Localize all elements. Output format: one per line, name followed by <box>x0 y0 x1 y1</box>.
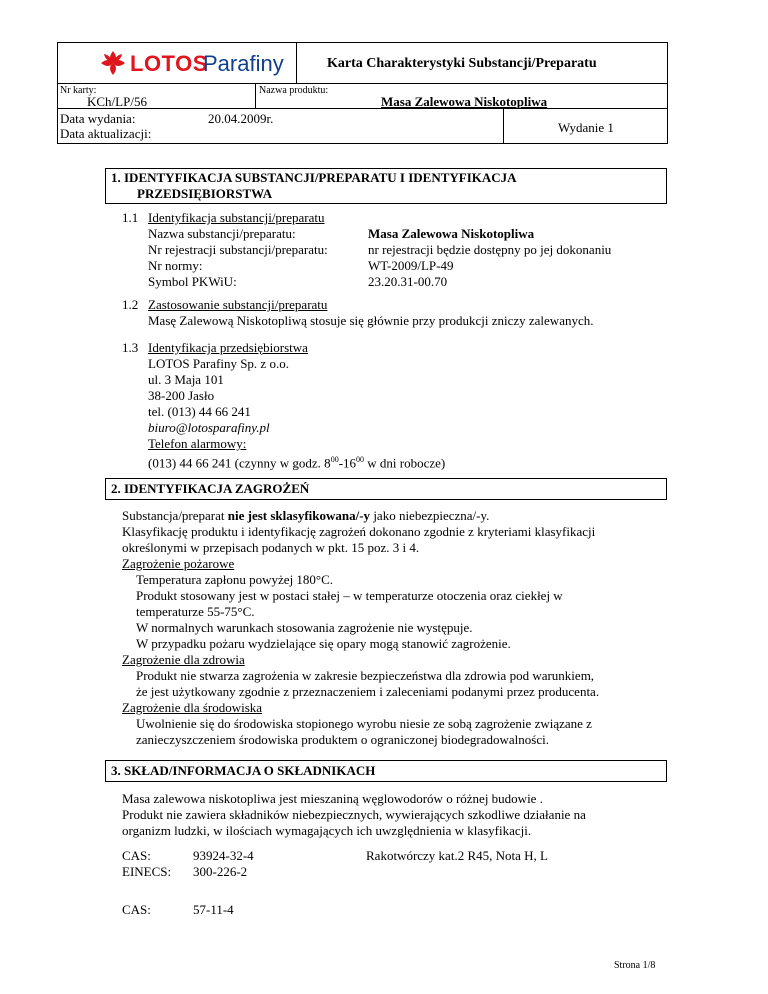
fire-hazard-flashpoint: Temperatura zapłonu powyżej 180°C. <box>136 572 334 587</box>
alarm-sup-end: 00 <box>356 455 365 464</box>
section-2-body <box>122 508 668 748</box>
cas-number-2: 57-11-4 <box>193 902 234 917</box>
label-substance-name: Nazwa substancji/preparatu: <box>148 226 296 241</box>
issue-date: 20.04.2009r. <box>208 111 274 126</box>
sub-1-1-heading: Identyfikacja substancji/preparatu <box>148 210 325 225</box>
value-pkwiu: 23.20.31-00.70 <box>368 274 448 289</box>
alarm-sup-start: 00 <box>330 455 339 464</box>
section-2-title-text: 2. IDENTYFIKACJA ZAGROŻEŃ <box>111 481 310 496</box>
classification-text-bold: nie jest sklasyfikowana/-y <box>227 508 371 523</box>
env-hazard-body <box>136 716 668 748</box>
section-3-title <box>105 760 667 782</box>
section-2-title <box>105 478 667 500</box>
dates-cell <box>57 108 504 144</box>
einecs-number: 300-226-2 <box>193 864 248 879</box>
fire-hazard-body <box>136 572 668 652</box>
header-logo-cell <box>57 42 297 84</box>
classification-basis-l1: Klasyfikację produktu i identyfikację zagrożeń dokonano zgodnie z kryteriami klasyfikacji <box>122 524 596 539</box>
env-hazard-l1: Uwolnienie się do środowiska stopionego wyrobu niesie ze sobą zagrożenie związane z <box>136 716 592 731</box>
card-no-label: Nr karty: <box>60 85 97 96</box>
fire-hazard-heading: Zagrożenie pożarowe <box>122 556 235 571</box>
composition-statement-l2: organizm ludzki, w ilościach wymagających ich uwzględnienia w klasyfikacji. <box>122 823 532 838</box>
section-3-body <box>122 791 668 839</box>
fire-hazard-vapours: W przypadku pożaru wydzielające się opary mogą stanowić zagrożenie. <box>136 636 511 651</box>
label-pkwiu: Symbol PKWiU: <box>148 274 237 289</box>
value-registration: nr rejestracji będzie dostępny po jej dokonaniu <box>368 242 612 257</box>
alarm-phone-text-end: w dni robocze) <box>364 455 446 471</box>
edition: Wydanie 1 <box>558 120 614 135</box>
classification-text-c: jako niebezpieczna/-y. <box>370 508 490 523</box>
classification-basis-l2: określonymi w przepisach podanych w pkt. 15 poz. 3 i 4. <box>122 540 420 555</box>
company-city: 38-200 Jasło <box>148 388 215 403</box>
edition-cell <box>503 108 668 144</box>
label-registration: Nr rejestracji substancji/preparatu: <box>148 242 328 257</box>
card-no-cell <box>57 83 256 109</box>
component-1-classification: Rakotwórczy kat.2 R45, Nota H, L <box>366 848 548 863</box>
value-norm: WT-2009/LP-49 <box>368 258 454 273</box>
env-hazard-heading: Zagrożenie dla środowiska <box>122 700 263 715</box>
sub-1-2-number: 1.2 <box>122 297 139 312</box>
composition-intro: Masa zalewowa niskotopliwa jest mieszaniną węglowodorów o różnej budowie . <box>122 791 543 806</box>
product-name-cell <box>255 83 668 109</box>
value-substance-name: Masa Zalewowa Niskotopliwa <box>368 226 535 241</box>
health-hazard-body <box>136 668 668 700</box>
fire-hazard-form-text: Produkt stosowany jest w postaci stałej – w temperaturze otoczenia oraz ciekłej w <box>136 588 563 603</box>
company-block <box>148 356 445 471</box>
alarm-phone-label: Telefon alarmowy: <box>148 436 247 451</box>
doc-title: Karta Charakterystyki Substancji/Preparatu <box>327 56 597 71</box>
sub-1-2-text: Masę Zalewową Niskotopliwą stosuje się głównie przy produkcji zniczy zalewanych. <box>148 313 594 328</box>
classification-text-a: Substancja/preparat <box>122 508 228 523</box>
fire-hazard-normal: W normalnych warunkach stosowania zagrożenie nie występuje. <box>136 620 473 635</box>
substance-labels <box>148 226 328 290</box>
env-hazard-l2: zanieczyszczeniem środowiska produktem o ograniczonej biodegradowalności. <box>136 732 549 747</box>
alarm-phone <box>148 452 445 471</box>
section-3-title-text: 3. SKŁAD/INFORMACJA O SKŁADNIKACH <box>111 763 376 778</box>
health-hazard-heading: Zagrożenie dla zdrowia <box>122 652 245 667</box>
section-1-title <box>105 168 667 204</box>
card-no: KCh/LP/56 <box>87 94 147 109</box>
section-1-title-line2: PRZEDSIĘBIORSTWA <box>137 186 273 201</box>
logo-sub: Parafiny <box>203 51 284 76</box>
page-number: Strona 1/8 <box>614 960 656 971</box>
header-title-cell <box>296 42 668 84</box>
product-label: Nazwa produktu: <box>259 85 329 96</box>
logo-brand: LOTOS <box>130 51 208 76</box>
fire-hazard-form-temp: temperaturze 55-75°C. <box>136 604 255 619</box>
section-1-title-line1: 1. IDENTYFIKACJA SUBSTANCJI/PREPARATU I IDENTYFIKACJA <box>111 170 517 185</box>
label-norm: Nr normy: <box>148 258 203 273</box>
classification-statement <box>122 508 668 524</box>
composition-statement-text: Produkt nie zawiera składników niebezpiecznych, wywierających szkodliwe działanie na <box>122 807 586 822</box>
sub-1-3-heading: Identyfikacja przedsiębiorstwa <box>148 340 308 355</box>
cas-label-2: CAS: <box>122 902 151 917</box>
composition-statement <box>122 807 668 823</box>
cas-label-1: CAS: <box>122 848 151 863</box>
company-phone: tel. (013) 44 66 241 <box>148 404 251 419</box>
company-email[interactable]: biuro@lotosparafiny.pl <box>148 420 270 435</box>
company-name: LOTOS Parafiny Sp. z o.o. <box>148 356 289 371</box>
company-street: ul. 3 Maja 101 <box>148 372 224 387</box>
einecs-label: EINECS: <box>122 864 172 879</box>
alarm-phone-text: (013) 44 66 241 (czynny w godz. 8 <box>148 455 331 471</box>
product-name: Masa Zalewowa Niskotopliwa <box>381 94 548 109</box>
health-hazard-l1: Produkt nie stwarza zagrożenia w zakresie bezpieczeństwa dla zdrowia pod warunkiem, <box>136 668 595 683</box>
sub-1-2-heading: Zastosowanie substancji/preparatu <box>148 297 328 312</box>
health-hazard-l2: że jest użytkowany zgodnie z przeznaczeniem i zaleceniami podanymi przez producenta. <box>136 684 600 699</box>
cas-number-1: 93924-32-4 <box>193 848 254 863</box>
sub-1-1-number: 1.1 <box>122 210 139 225</box>
alarm-phone-text-mid: -16 <box>338 455 357 471</box>
substance-values <box>368 226 611 290</box>
fire-hazard-form <box>136 588 668 604</box>
sub-1-3-number: 1.3 <box>122 340 139 355</box>
issue-label: Data wydania: <box>60 111 136 126</box>
lotos-flame-icon <box>100 50 126 76</box>
update-label: Data aktualizacji: <box>60 126 152 141</box>
